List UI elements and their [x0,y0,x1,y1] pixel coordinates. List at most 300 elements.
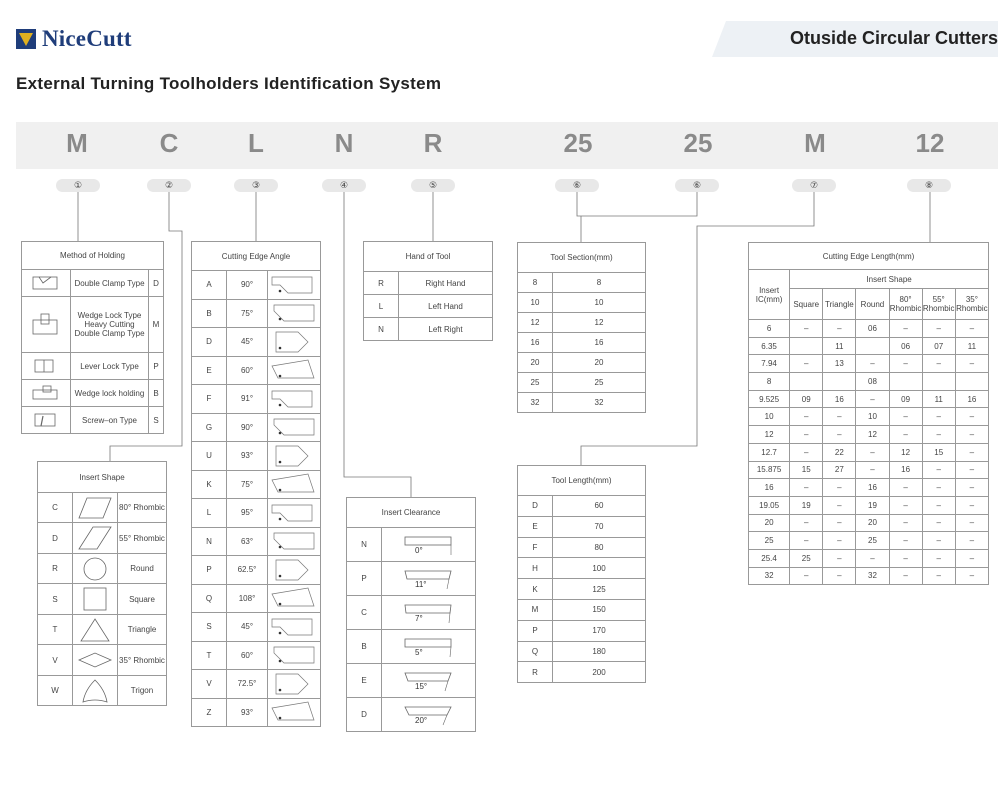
edge-length-cell: 10 [856,408,889,426]
table-title: Tool Section(mm) [518,243,646,273]
table-row [192,584,321,613]
hand-code: N [364,318,399,341]
holder-diagram-icon [268,641,321,670]
section-value: 10 [553,293,646,313]
edge-length-cell: – [823,408,856,426]
edge-length-cell: – [889,426,922,444]
length-value: 170 [553,620,646,641]
shape-code: R [38,554,73,584]
ic-value: 8 [749,373,790,391]
angle-code: E [192,356,227,385]
holder-diagram-icon [268,442,321,471]
clearance-code: C [347,596,382,630]
rhombic-80-icon [73,493,118,523]
holder-diagram-icon [268,385,321,414]
table-row [518,599,646,620]
hand-table [363,241,493,341]
angle-value: 93° [227,442,268,471]
edge-length-cell: – [889,549,922,567]
code-letter: L [248,128,264,158]
clearance-code: N [347,528,382,562]
ic-value: 6 [749,320,790,338]
table-row [347,528,476,562]
table-row [749,390,989,408]
code-marker: ⑦ [792,179,836,192]
holding-label: Wedge Lock Type Heavy Cutting Double Clamp Type [71,297,149,353]
length-code: F [518,537,553,558]
table-row [749,532,989,550]
edge-length-cell: – [889,479,922,497]
table-row [192,356,321,385]
table-row [192,413,321,442]
ic-value: 20 [749,514,790,532]
table-row [518,313,646,333]
table-row [518,537,646,558]
shape-label: Triangle [118,615,167,645]
clearance-diagram [382,664,476,698]
square-icon [73,584,118,615]
edge-length-cell: – [856,549,889,567]
angle-value: 72.5° [227,670,268,699]
page-title: External Turning Toolholders Identification System [16,74,442,93]
angle-value: 45° [227,328,268,357]
edge-length-cell [889,373,922,391]
table-row [518,641,646,662]
edge-length-cell: – [823,549,856,567]
table-row [347,596,476,630]
round-icon [73,554,118,584]
ic-value: 6.35 [749,337,790,355]
section-code: 25 [518,373,553,393]
edge-length-cell: – [790,567,823,585]
holder-diagram-icon [268,271,321,300]
length-code: H [518,558,553,579]
table-row [192,613,321,642]
section-value: 32 [553,393,646,413]
table-row [192,299,321,328]
edge-length-cell: 25 [856,532,889,550]
edge-length-cell [790,337,823,355]
edge-length-cell: – [823,496,856,514]
clearance-code: E [347,664,382,698]
hand-label: Right Hand [399,272,493,295]
shape-column-header: 80° Rhombic [889,289,922,320]
angle-code: A [192,271,227,300]
ic-value: 9.525 [749,390,790,408]
shape-code: C [38,493,73,523]
table-row [518,620,646,641]
edge-length-cell: – [823,479,856,497]
code-marker: ⑥ [555,179,599,192]
code-marker: ⑥ [675,179,719,192]
clearance-angle: 0° [414,545,423,555]
code-letter: M [66,128,88,158]
edge-length-cell: – [889,567,922,585]
edge-length-cell: – [922,355,955,373]
edge-length-cell: – [790,355,823,373]
table-row [192,470,321,499]
table-row [22,270,164,297]
angle-code: Z [192,698,227,727]
length-code: M [518,599,553,620]
clamp-diagram-icon [22,270,71,297]
holding-label: Wedge lock holding [71,380,149,407]
table-row [518,579,646,600]
table-row [347,630,476,664]
hand-label: Left Hand [399,295,493,318]
edge-length-cell: 11 [955,337,988,355]
table-row [38,523,167,554]
holder-diagram-icon [268,328,321,357]
edge-length-cell [922,373,955,391]
angle-value: 75° [227,299,268,328]
table-row [22,297,164,353]
angle-code: F [192,385,227,414]
edge-length-cell: – [856,461,889,479]
edge-length-cell: – [823,320,856,338]
edge-length-cell: – [889,355,922,373]
clamp-diagram-icon [22,297,71,353]
section-code: 20 [518,353,553,373]
table-title: Cutting Edge Angle [192,242,321,271]
clearance-diagram [382,562,476,596]
table-row [192,442,321,471]
angle-value: 90° [227,271,268,300]
shape-column-header: 55° Rhombic [922,289,955,320]
shape-label: Square [118,584,167,615]
shape-label: 80° Rhombic [118,493,167,523]
holder-diagram-icon [268,527,321,556]
edge-length-cell: 32 [856,567,889,585]
length-value: 80 [553,537,646,558]
edge-length-cell: – [856,443,889,461]
table-row [192,527,321,556]
table-title: Tool Length(mm) [518,466,646,496]
table-row [364,318,493,341]
section-code: 32 [518,393,553,413]
edge-length-cell: 15 [922,443,955,461]
section-value: 12 [553,313,646,333]
ic-value: 12.7 [749,443,790,461]
angle-value: 90° [227,413,268,442]
section-code: 8 [518,273,553,293]
edge-length-cell: 20 [856,514,889,532]
angle-code: D [192,328,227,357]
edge-length-cell: – [823,532,856,550]
table-row [22,380,164,407]
edge-length-cell: – [955,355,988,373]
shape-label: 35° Rhombic [118,645,167,676]
insert-shape-table [37,461,167,706]
angle-code: K [192,470,227,499]
length-code: D [518,496,553,517]
table-row [518,333,646,353]
table-row [192,641,321,670]
clearance-angle: 15° [414,681,427,691]
edge-length-cell: – [790,514,823,532]
clearance-diagram [382,698,476,732]
edge-length-cell [856,337,889,355]
table-row [749,549,989,567]
rhombic-35-icon [73,645,118,676]
edge-length-cell: – [955,496,988,514]
table-title: Method of Holding [22,242,164,270]
code-marker: ③ [234,179,278,192]
code-letter: R [423,128,443,158]
edge-length-cell: – [922,532,955,550]
ic-value: 25.4 [749,549,790,567]
angle-value: 75° [227,470,268,499]
edge-length-cell: – [955,461,988,479]
length-code: Q [518,641,553,662]
code-letter: 25 [683,128,713,158]
table-row [364,272,493,295]
holder-diagram-icon [268,613,321,642]
table-row [518,496,646,517]
shape-code: V [38,645,73,676]
shape-code: T [38,615,73,645]
holding-code: B [149,380,164,407]
angle-value: 60° [227,356,268,385]
clearance-code: D [347,698,382,732]
ic-value: 7.94 [749,355,790,373]
edge-length-cell: – [922,461,955,479]
triangle-icon [73,615,118,645]
shape-header: Insert Shape [790,270,989,289]
edge-length-cell: – [955,479,988,497]
table-row [192,556,321,585]
table-row [518,353,646,373]
clearance-code: P [347,562,382,596]
edge-length-cell: – [955,532,988,550]
edge-length-cell: 25 [790,549,823,567]
hand-code: L [364,295,399,318]
edge-length-cell: – [790,479,823,497]
angle-value: 95° [227,499,268,528]
table-row [518,516,646,537]
edge-length-cell: – [790,408,823,426]
holder-diagram-icon [268,356,321,385]
edge-length-cell: – [790,320,823,338]
length-code: P [518,620,553,641]
edge-length-cell: 11 [823,337,856,355]
edge-length-cell: – [823,514,856,532]
length-value: 100 [553,558,646,579]
holder-diagram-icon [268,556,321,585]
edge-length-cell: – [790,443,823,461]
shape-column-header: 35° Rhombic [955,289,988,320]
clearance-angle: 5° [414,647,423,657]
edge-length-cell: 09 [889,390,922,408]
table-row [749,373,989,391]
table-row [38,493,167,523]
angle-value: 91° [227,385,268,414]
length-value: 180 [553,641,646,662]
edge-length-cell: 27 [823,461,856,479]
holding-code: M [149,297,164,353]
table-row [22,353,164,380]
table-title: Cutting Edge Length(mm) [749,243,989,270]
edge-length-cell: 06 [889,337,922,355]
edge-length-cell: 13 [823,355,856,373]
holding-code: S [149,407,164,434]
rhombic-55-icon [73,523,118,554]
edge-length-cell: 16 [856,479,889,497]
edge-length-cell: – [955,514,988,532]
edge-length-table [748,242,989,585]
length-value: 200 [553,662,646,683]
code-letter: 25 [563,128,593,158]
table-row [347,664,476,698]
wedge-diagram-icon [22,380,71,407]
section-code: 16 [518,333,553,353]
table-row [749,461,989,479]
angle-value: 93° [227,698,268,727]
holding-label: Double Clamp Type [71,270,149,297]
table-row [192,328,321,357]
edge-length-cell: 12 [856,426,889,444]
holder-diagram-icon [268,698,321,727]
edge-length-cell: – [856,355,889,373]
edge-length-cell: – [955,408,988,426]
table-row [38,645,167,676]
tool-length-table [517,465,646,683]
section-value: 16 [553,333,646,353]
edge-length-cell: 11 [922,390,955,408]
ic-value: 10 [749,408,790,426]
code-marker: ⑧ [907,179,951,192]
angle-code: Q [192,584,227,613]
code-letter: M [804,128,826,158]
angle-code: V [192,670,227,699]
ic-value: 32 [749,567,790,585]
table-row [38,615,167,645]
edge-length-cell: – [922,549,955,567]
ic-value: 16 [749,479,790,497]
edge-length-cell: – [955,549,988,567]
table-row [749,355,989,373]
holder-diagram-icon [268,499,321,528]
clearance-angle: 11° [414,579,427,589]
angle-code: L [192,499,227,528]
ic-value: 19.05 [749,496,790,514]
angle-value: 108° [227,584,268,613]
edge-length-cell: 08 [856,373,889,391]
holder-diagram-icon [268,670,321,699]
angle-code: S [192,613,227,642]
edge-length-cell: 16 [955,390,988,408]
edge-length-cell: 15 [790,461,823,479]
table-title: Hand of Tool [364,242,493,272]
screw-diagram-icon [22,407,71,434]
holding-table [21,241,164,434]
clearance-angle: 7° [414,613,423,623]
edge-length-cell: 16 [823,390,856,408]
table-row [749,567,989,585]
shape-code: D [38,523,73,554]
table-row [749,514,989,532]
table-row [192,271,321,300]
table-title: Insert Clearance [347,498,476,528]
code-marker: ④ [322,179,366,192]
angle-code: N [192,527,227,556]
banner-title: Otuside Circular Cutters [789,28,998,48]
table-row [749,443,989,461]
table-row [192,385,321,414]
edge-length-cell: – [955,443,988,461]
section-code: 10 [518,293,553,313]
angle-code: B [192,299,227,328]
table-row [749,479,989,497]
edge-length-cell: – [955,320,988,338]
table-row [518,273,646,293]
edge-length-cell: – [823,567,856,585]
code-marker: ⑤ [411,179,455,192]
table-row [192,670,321,699]
ic-header: Insert IC(mm) [749,270,790,320]
clearance-diagram [382,630,476,664]
table-row [749,320,989,338]
table-row [749,426,989,444]
shape-column-header: Round [856,289,889,320]
holding-label: Lever Lock Type [71,353,149,380]
table-row [347,562,476,596]
edge-length-cell: – [889,408,922,426]
hand-code: R [364,272,399,295]
edge-length-cell: – [889,320,922,338]
table-row [518,393,646,413]
code-letter: 12 [915,128,945,158]
clearance-code: B [347,630,382,664]
edge-length-cell [790,373,823,391]
tool-section-table [517,242,646,413]
ic-value: 12 [749,426,790,444]
cutting-angle-table [191,241,321,727]
shape-label: Round [118,554,167,584]
edge-length-cell: 22 [823,443,856,461]
ic-value: 25 [749,532,790,550]
edge-length-cell: – [790,532,823,550]
angle-code: T [192,641,227,670]
holder-diagram-icon [268,470,321,499]
code-marker: ② [147,179,191,192]
table-row [518,293,646,313]
edge-length-cell: – [856,390,889,408]
edge-length-cell: 19 [856,496,889,514]
length-value: 150 [553,599,646,620]
holding-code: P [149,353,164,380]
table-row [192,698,321,727]
shape-column-header: Square [790,289,823,320]
length-code: K [518,579,553,600]
section-value: 8 [553,273,646,293]
length-value: 70 [553,516,646,537]
table-row [38,554,167,584]
edge-length-cell: – [922,567,955,585]
shape-code: S [38,584,73,615]
edge-length-cell: 06 [856,320,889,338]
edge-length-cell: 09 [790,390,823,408]
code-marker: ① [56,179,100,192]
shape-label: Trigon [118,676,167,706]
edge-length-cell: – [889,514,922,532]
clearance-diagram [382,528,476,562]
length-value: 60 [553,496,646,517]
edge-length-cell: – [955,567,988,585]
table-row [22,407,164,434]
edge-length-cell [955,373,988,391]
table-row [38,676,167,706]
